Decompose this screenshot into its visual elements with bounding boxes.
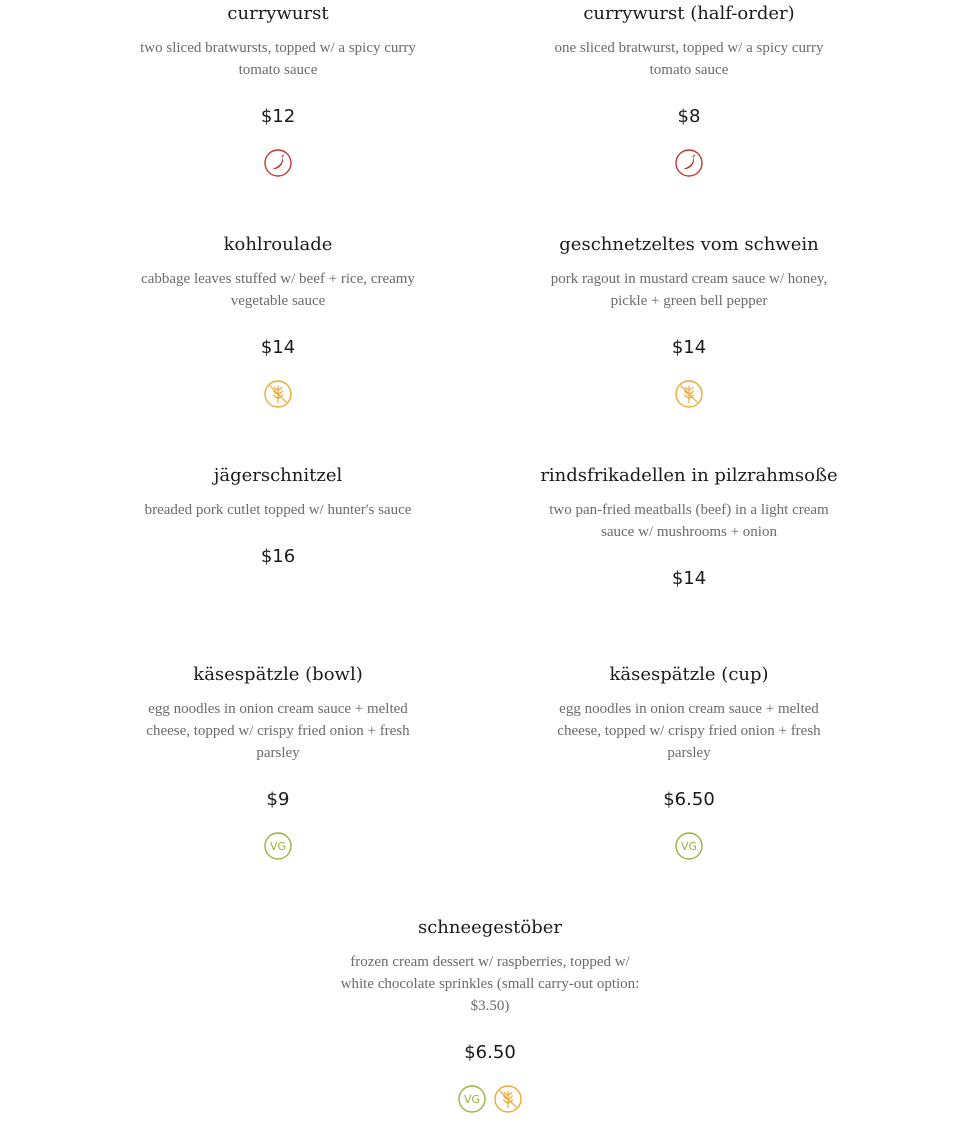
item-price: $12: [260, 106, 296, 127]
item-price: $6.50: [464, 1042, 516, 1063]
menu-item-kaesespaetzle-cup: [539, 663, 839, 860]
menu-item-schneegestoeber: [340, 916, 640, 1113]
item-price: $6.50: [663, 789, 715, 810]
item-name: currywurst: [227, 3, 329, 24]
item-price: $14: [671, 568, 707, 589]
menu-item-kaesespaetzle-bowl: [128, 663, 428, 860]
item-name: schneegestöber: [417, 917, 563, 938]
item-description: two pan-fried meatballs (beef) in a light cream sauce w/ mushrooms + onion: [549, 502, 829, 540]
vegetarian-label: VG: [269, 840, 287, 853]
gluten-free-icon: [264, 380, 292, 408]
item-description: egg noodles in onion cream sauce + melted cheese, topped w/ crispy fried onion + fresh parsley: [557, 701, 821, 761]
item-name: rindsfrikadellen in pilzrahmsoße: [540, 465, 838, 486]
item-price: $14: [260, 337, 296, 358]
vegetarian-label: VG: [680, 840, 698, 853]
item-description: two sliced bratwursts, topped w/ a spicy curry tomato sauce: [140, 40, 416, 78]
spicy-icon: [264, 149, 292, 177]
vegetarian-icon: [264, 832, 292, 860]
menu-item-jaegerschnitzel: [128, 464, 428, 569]
item-price: $14: [671, 337, 707, 358]
item-name: currywurst (half-order): [583, 3, 795, 24]
item-name: geschnetzeltes vom schwein: [559, 234, 819, 255]
item-description: frozen cream dessert w/ raspberries, topped w/ white chocolate sprinkles (small carry-out option: $3.50): [340, 954, 640, 1014]
item-name: kohlroulade: [223, 234, 333, 255]
item-description: one sliced bratwurst, topped w/ a spicy curry tomato sauce: [554, 40, 824, 78]
spicy-icon: [675, 149, 703, 177]
item-description: breaded pork cutlet topped w/ hunter's sauce: [144, 502, 412, 518]
menu-item-currywurst: [128, 2, 428, 177]
item-price: $9: [266, 789, 290, 810]
item-price: $16: [260, 546, 296, 567]
menu-item-currywurst-half: [539, 2, 839, 177]
vegetarian-icon: [675, 832, 703, 860]
item-description: pork ragout in mustard cream sauce w/ honey, pickle + green bell pepper: [550, 271, 828, 309]
item-name: käsespätzle (cup): [609, 664, 769, 685]
item-description: cabbage leaves stuffed w/ beef + rice, creamy vegetable sauce: [141, 271, 415, 309]
menu-item-rindsfrikadellen: [539, 464, 839, 591]
vegetarian-icon: [458, 1085, 486, 1113]
gluten-free-icon: [494, 1085, 522, 1113]
item-price: $8: [677, 106, 701, 127]
vegetarian-label: VG: [463, 1093, 481, 1106]
menu-item-kohlroulade: [128, 233, 428, 408]
gluten-free-icon: [675, 380, 703, 408]
item-name: jägerschnitzel: [213, 465, 343, 486]
item-description: egg noodles in onion cream sauce + melted cheese, topped w/ crispy fried onion + fresh parsley: [146, 701, 410, 761]
item-name: käsespätzle (bowl): [193, 664, 363, 685]
menu-item-geschnetzeltes: [539, 233, 839, 408]
